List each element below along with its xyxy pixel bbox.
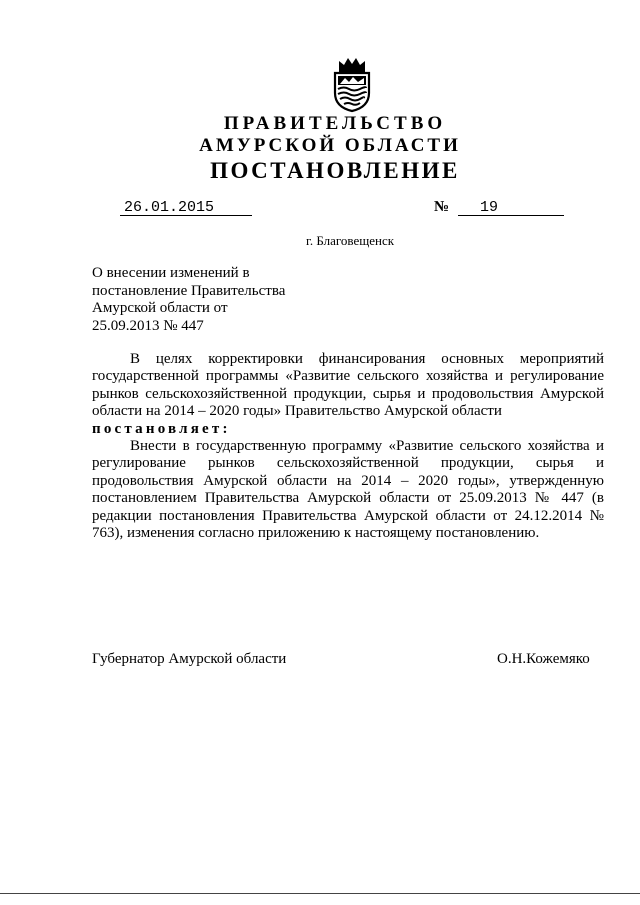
document-number: 19 xyxy=(458,199,564,216)
signatory-position: Губернатор Амурской области xyxy=(92,651,287,667)
body-paragraph-preamble: В целях корректировки финансирования основных мероприятий государственной программы «Развитие сельского хозяйства и регулирование рынков сельскохозяйственной продукции, сырья и продовольствия Амурской области на 2014 – 2020 годы» Правительство Амурской области xyxy=(92,351,604,420)
resolve-word: постановляет: xyxy=(92,420,231,437)
number-label: № xyxy=(434,199,450,215)
subject-line: 25.09.2013 № 447 xyxy=(92,317,204,334)
org-title-line2: АМУРСКОЙ ОБЛАСТИ xyxy=(199,135,461,156)
signatory-name: О.Н.Кожемяко xyxy=(497,651,590,667)
subject-line: О внесении изменений в xyxy=(92,265,250,281)
subject-line: постановление Правительства xyxy=(92,282,286,299)
scan-edge-line xyxy=(0,893,640,894)
body-paragraph-resolution: Внести в государственную программу «Развитие сельского хозяйства и регулирование рынков сельскохозяйственной продукции, сырья и продовольствия Амурской области на 2014 – 2020 годы», утвержденную постановлением Правительства Амурской области от 25.09.2013 № 447 (в редакции постановления Правительства Амурской области от 24.12.2014 № 763), изменения согласно приложению к настоящему постановлению. xyxy=(92,438,604,542)
document-body xyxy=(92,351,604,542)
document-subject xyxy=(92,265,342,335)
document-date: 26.01.2015 xyxy=(120,199,252,216)
document-type-title: ПОСТАНОВЛЕНИЕ xyxy=(210,158,460,183)
org-title-line1: ПРАВИТЕЛЬСТВО xyxy=(223,113,447,134)
city: г. Благовещенск xyxy=(305,233,395,248)
subject-line: Амурской области от xyxy=(92,300,228,316)
coat-of-arms-icon xyxy=(329,55,375,113)
